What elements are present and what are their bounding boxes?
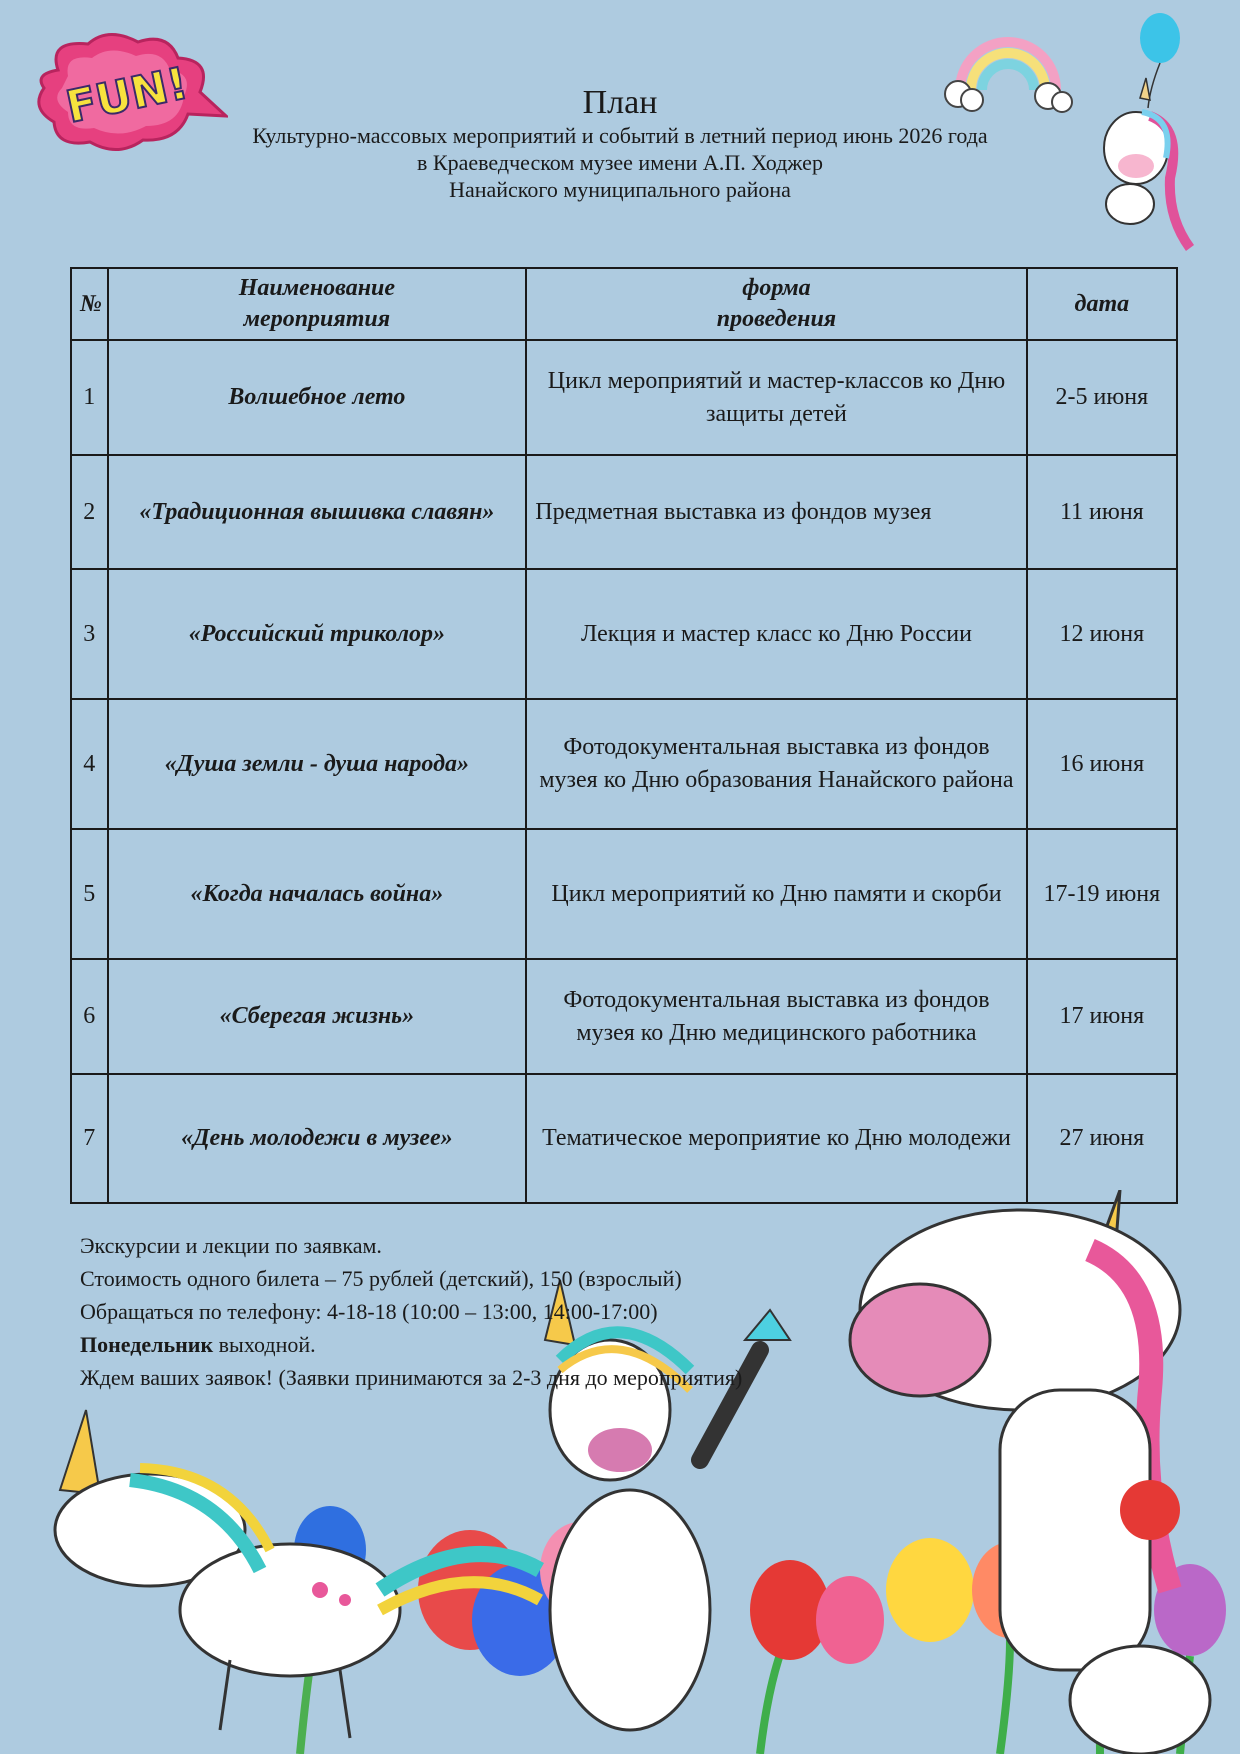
header-name-line-1: Наименование <box>238 275 396 301</box>
row-form: Цикл мероприятий ко Дню памяти и скорби <box>526 829 1026 959</box>
events-table <box>70 267 1178 1204</box>
row-name: «Сберегая жизнь» <box>108 959 527 1074</box>
notes-line-4 <box>80 1328 880 1361</box>
row-form: Предметная выставка из фондов музея <box>526 455 1026 569</box>
page-title: План <box>582 84 658 121</box>
row-form: Фотодокументальная выставка из фондов музея ко Дню медицинского работника <box>526 959 1026 1074</box>
notes-block <box>80 1229 880 1394</box>
notes-line-3: Обращаться по телефону: 4-18-18 (10:00 – 13:00, 14:00-17:00) <box>80 1299 658 1324</box>
table-row <box>71 340 1177 455</box>
row-date: 27 июня <box>1027 1074 1177 1203</box>
row-date: 12 июня <box>1027 569 1177 699</box>
header-form-line-1: форма <box>742 275 811 301</box>
row-date: 17 июня <box>1027 959 1177 1074</box>
row-num: 7 <box>71 1074 108 1203</box>
row-num: 1 <box>71 340 108 455</box>
table-header-row <box>71 268 1177 340</box>
subtitle-line-1: Культурно-массовых мероприятий и событий в летний период июнь 2026 года <box>252 123 988 148</box>
row-form: Фотодокументальная выставка из фондов музея ко Дню образования Нанайского района <box>526 699 1026 829</box>
row-form: Цикл мероприятий и мастер-классов ко Дню защиты детей <box>526 340 1026 455</box>
header-name-line-2: мероприятия <box>243 306 391 332</box>
row-num: 3 <box>71 569 108 699</box>
right-unicorn-icon <box>850 1190 1210 1754</box>
subtitle-line-3: Нанайского муниципального района <box>449 177 791 202</box>
header-num: № <box>71 268 108 340</box>
row-date: 2-5 июня <box>1027 340 1177 455</box>
notes-line-2: Стоимость одного билета – 75 рублей (детский), 150 (взрослый) <box>80 1266 682 1291</box>
row-name: «Когда началась война» <box>108 829 527 959</box>
table-row <box>71 455 1177 569</box>
row-name: «Традиционная вышивка славян» <box>108 455 527 569</box>
row-num: 4 <box>71 699 108 829</box>
table-row <box>71 829 1177 959</box>
fun-badge-text: FUN! <box>61 57 193 134</box>
row-date: 17-19 июня <box>1027 829 1177 959</box>
subtitle-line-2: в Краеведческом музее имени А.П. Ходжер <box>417 150 823 175</box>
header-form-line-2: проведения <box>716 306 837 332</box>
row-num: 5 <box>71 829 108 959</box>
row-form: Лекция и мастер класс ко Дню России <box>526 569 1026 699</box>
notes-day-off-bold: Понедельник <box>80 1332 214 1357</box>
header-date: дата <box>1027 268 1177 340</box>
row-date: 11 июня <box>1027 455 1177 569</box>
notes-line-1: Экскурсии и лекции по заявкам. <box>80 1233 382 1258</box>
table-row <box>71 1074 1177 1203</box>
row-name: Волшебное лето <box>108 340 527 455</box>
row-date: 16 июня <box>1027 699 1177 829</box>
table-row <box>71 569 1177 699</box>
header-form <box>526 268 1026 340</box>
row-num: 6 <box>71 959 108 1074</box>
header-name <box>108 268 527 340</box>
row-form: Тематическое мероприятие ко Дню молодежи <box>526 1074 1026 1203</box>
table-row <box>71 699 1177 829</box>
row-num: 2 <box>71 455 108 569</box>
row-name: «Российский триколор» <box>108 569 527 699</box>
balloon-unicorn-illustration <box>1090 8 1210 268</box>
header <box>150 84 1090 203</box>
table-row <box>71 959 1177 1074</box>
notes-line-5: Ждем ваших заявок! (Заявки принимаются за 2-3 дня до мероприятия) <box>80 1365 743 1390</box>
row-name: «День молодежи в музее» <box>108 1074 527 1203</box>
row-name: «Душа земли - душа народа» <box>108 699 527 829</box>
notes-day-off-rest: выходной. <box>213 1332 316 1357</box>
